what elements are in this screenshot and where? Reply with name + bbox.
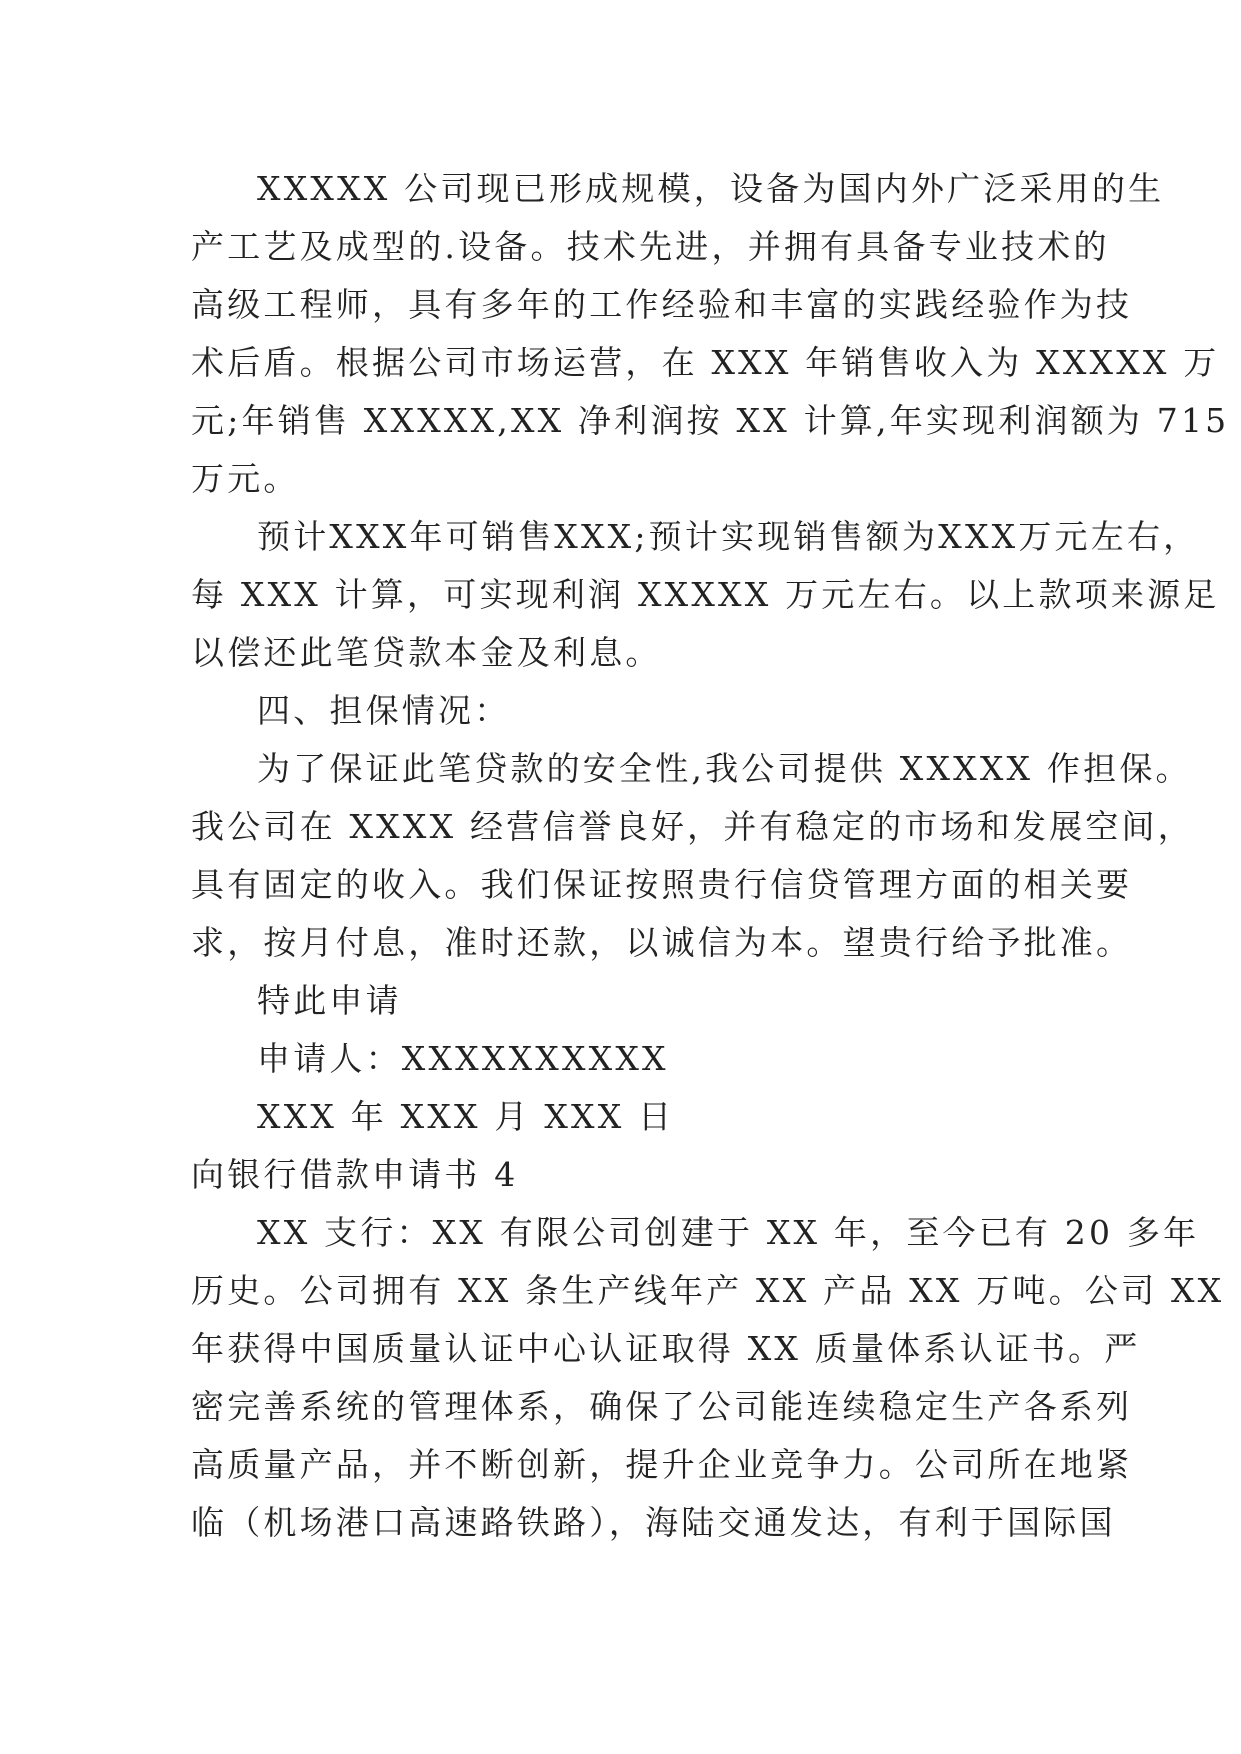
paragraph-line: 产工艺及成型的.设备。技术先进，并拥有具备专业技术的 [191, 227, 1110, 266]
applicant-line: 申请人：XXXXXXXXXX [257, 1039, 669, 1078]
section-heading: 四、担保情况： [257, 691, 511, 730]
document-title: 向银行借款申请书 4 [191, 1155, 519, 1194]
paragraph-line: 密完善系统的管理体系，确保了公司能连续稳定生产各系列 [191, 1387, 1133, 1426]
date-line: XXX 年 XXX 月 XXX 日 [257, 1097, 675, 1136]
paragraph-line: 元;年销售 XXXXX,XX 净利润按 XX 计算,年实现利润额为 715 [191, 401, 1230, 440]
paragraph-line: XX 支行：XX 有限公司创建于 XX 年，至今已有 20 多年 [257, 1213, 1200, 1252]
paragraph-line: XXXXX 公司现已形成规模，设备为国内外广泛采用的生 [257, 169, 1165, 208]
paragraph-line: 每 XXX 计算，可实现利润 XXXXX 万元左右。以上款项来源足 [191, 575, 1220, 614]
paragraph-line: 历史。公司拥有 XX 条生产线年产 XX 产品 XX 万吨。公司 XX [191, 1271, 1225, 1310]
paragraph-line: 年获得中国质量认证中心认证取得 XX 质量体系认证书。严 [191, 1329, 1141, 1368]
paragraph-line: 万元。 [191, 459, 300, 498]
paragraph-line: 预计XXX年可销售XXX;预计实现销售额为XXX万元左右， [257, 517, 1200, 556]
closing-line: 特此申请 [257, 981, 402, 1020]
document-body [191, 160, 1230, 1552]
paragraph-line: 为了保证此笔贷款的安全性,我公司提供 XXXXX 作担保。 [257, 749, 1192, 788]
paragraph-line: 临（机场港口高速路铁路），海陆交通发达，有利于国际国 [191, 1503, 1116, 1542]
paragraph-line: 以偿还此笔贷款本金及利息。 [191, 633, 662, 672]
paragraph-line: 高级工程师，具有多年的工作经验和丰富的实践经验作为技 [191, 285, 1133, 324]
paragraph-line: 术后盾。根据公司市场运营，在 XXX 年销售收入为 XXXXX 万 [191, 343, 1220, 382]
paragraph-line: 求，按月付息，准时还款，以诚信为本。望贵行给予批准。 [191, 923, 1133, 962]
paragraph-line: 具有固定的收入。我们保证按照贵行信贷管理方面的相关要 [191, 865, 1133, 904]
paragraph-line: 我公司在 XXXX 经营信誉良好，并有稳定的市场和发展空间， [191, 807, 1194, 846]
paragraph-line: 高质量产品，并不断创新，提升企业竞争力。公司所在地紧 [191, 1445, 1133, 1484]
